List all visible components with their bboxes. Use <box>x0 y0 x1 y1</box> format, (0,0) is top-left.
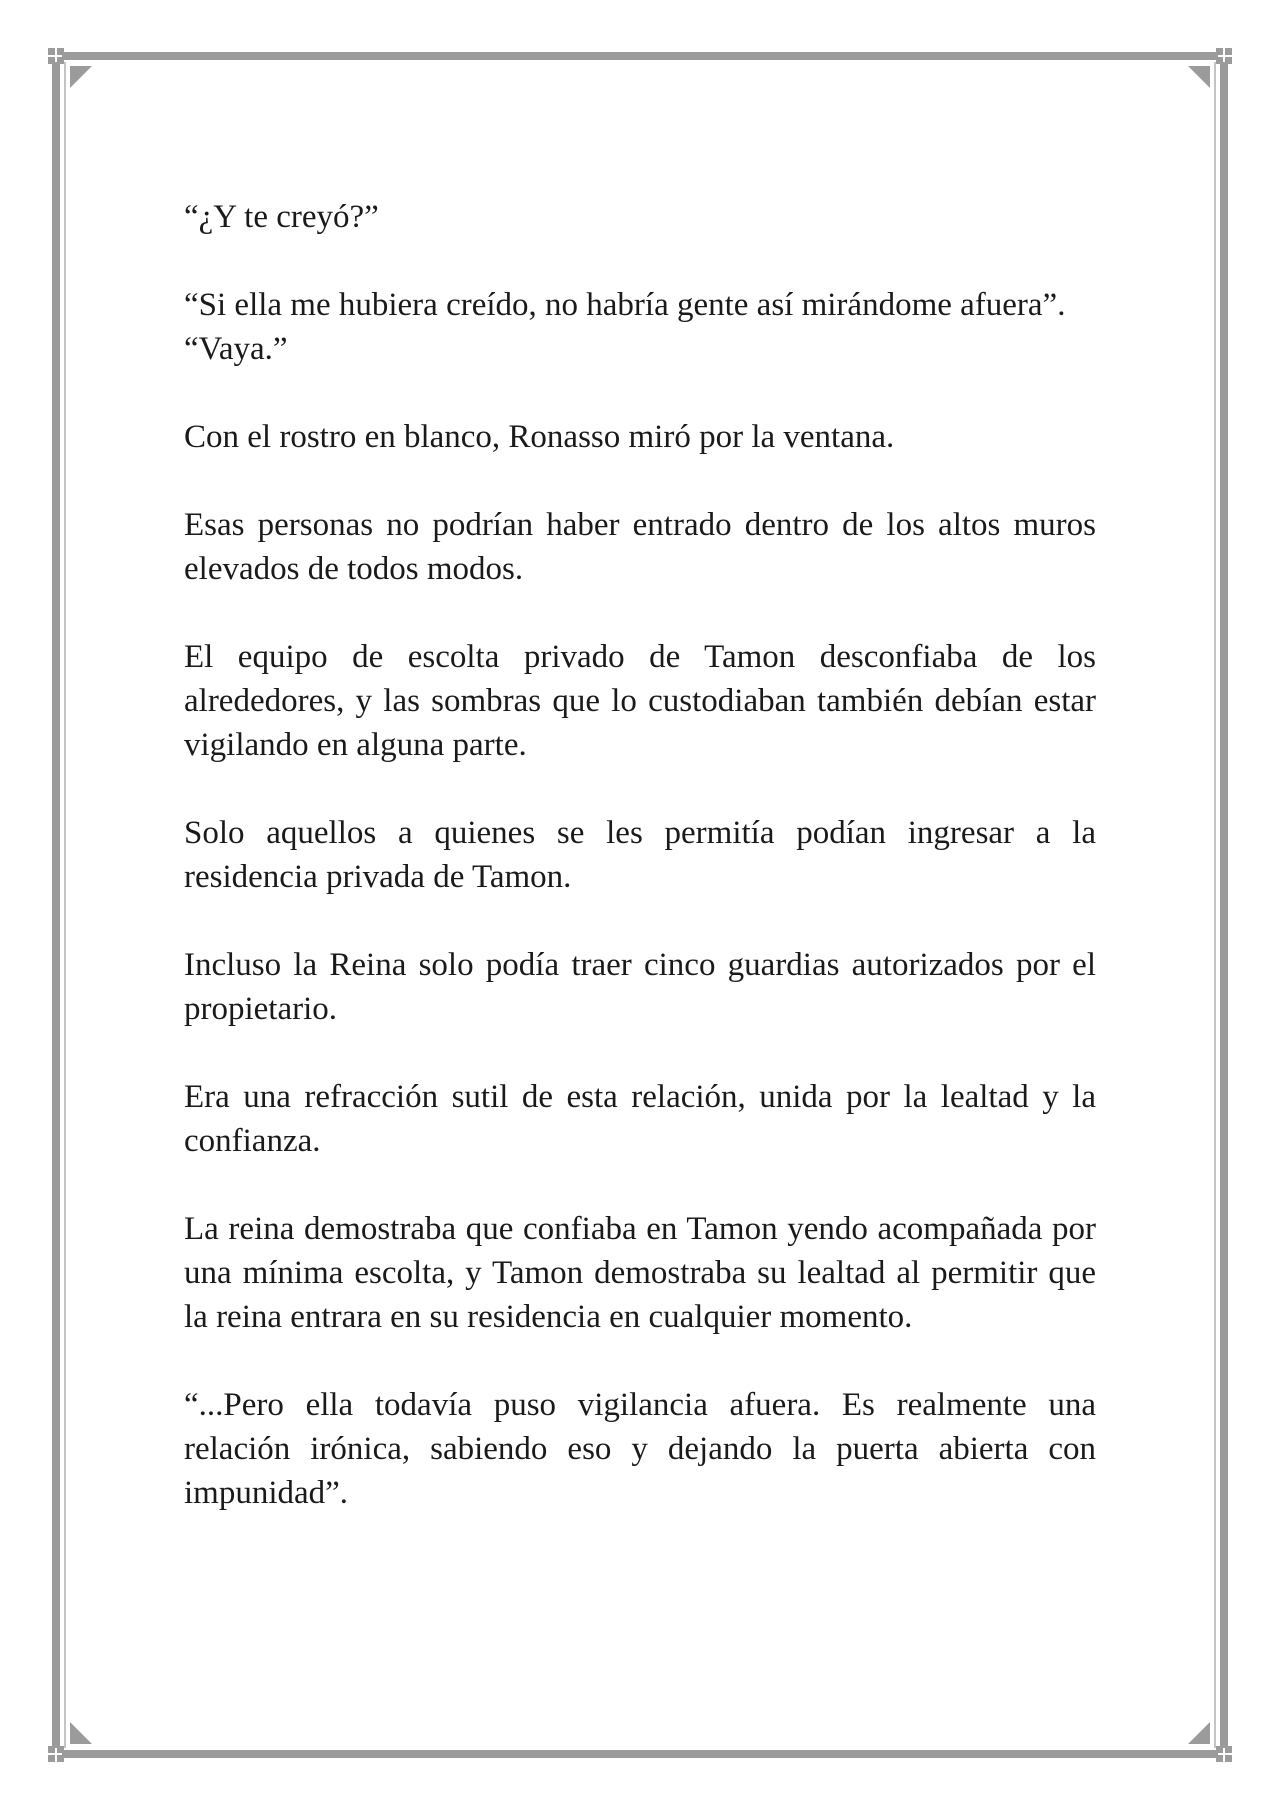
frame-left-border <box>52 62 60 1748</box>
frame-corner-triangle-top-right <box>1188 66 1210 88</box>
frame-right-border <box>1220 62 1228 1748</box>
paragraph: “...Pero ella todavía puso vigilancia afuera. Es realmente una relación irónica, sabiendo eso y dejando la puerta abierta con impunidad”. <box>184 1387 1096 1511</box>
paragraph: La reina demostraba que confiaba en Tamon yendo acompañada por una mínima escolta, y Tamon demostraba su lealtad al permitir que la reina entrara en su residencia en cualquier momento. <box>184 1211 1096 1335</box>
frame-corner-triangle-top-left <box>70 66 92 88</box>
paragraph: “¿Y te creyó?” <box>184 199 379 235</box>
frame-left-inner-line <box>64 62 66 1748</box>
paragraph: El equipo de escolta privado de Tamon desconfiaba de los alrededores, y las sombras que lo custodiaban también debían estar vigilando en alguna parte. <box>184 639 1096 763</box>
frame-corner-ornament-bottom-left <box>48 1738 72 1762</box>
frame-bottom-border <box>62 1750 1218 1758</box>
page-body-text <box>184 195 1096 1559</box>
frame-corner-ornament-top-left <box>48 48 72 72</box>
frame-corner-triangle-bottom-right <box>1188 1722 1210 1744</box>
frame-corner-triangle-bottom-left <box>70 1722 92 1744</box>
frame-top-border <box>62 52 1218 60</box>
paragraph: Esas personas no podrían haber entrado dentro de los altos muros elevados de todos modos. <box>184 507 1096 587</box>
paragraph: Solo aquellos a quienes se les permitía podían ingresar a la residencia privada de Tamon. <box>184 815 1096 895</box>
paragraph: “Vaya.” <box>184 331 288 367</box>
paragraph: Con el rostro en blanco, Ronasso miró por la ventana. <box>184 419 895 455</box>
frame-corner-ornament-bottom-right <box>1208 1738 1232 1762</box>
frame-right-inner-line <box>1214 62 1216 1748</box>
paragraph: Era una refracción sutil de esta relación, unida por la lealtad y la confianza. <box>184 1079 1096 1159</box>
frame-corner-ornament-top-right <box>1208 48 1232 72</box>
paragraph: Incluso la Reina solo podía traer cinco guardias autorizados por el propietario. <box>184 947 1096 1027</box>
paragraph: “Si ella me hubiera creído, no habría gente así mirándome afuera”. <box>184 287 1066 323</box>
